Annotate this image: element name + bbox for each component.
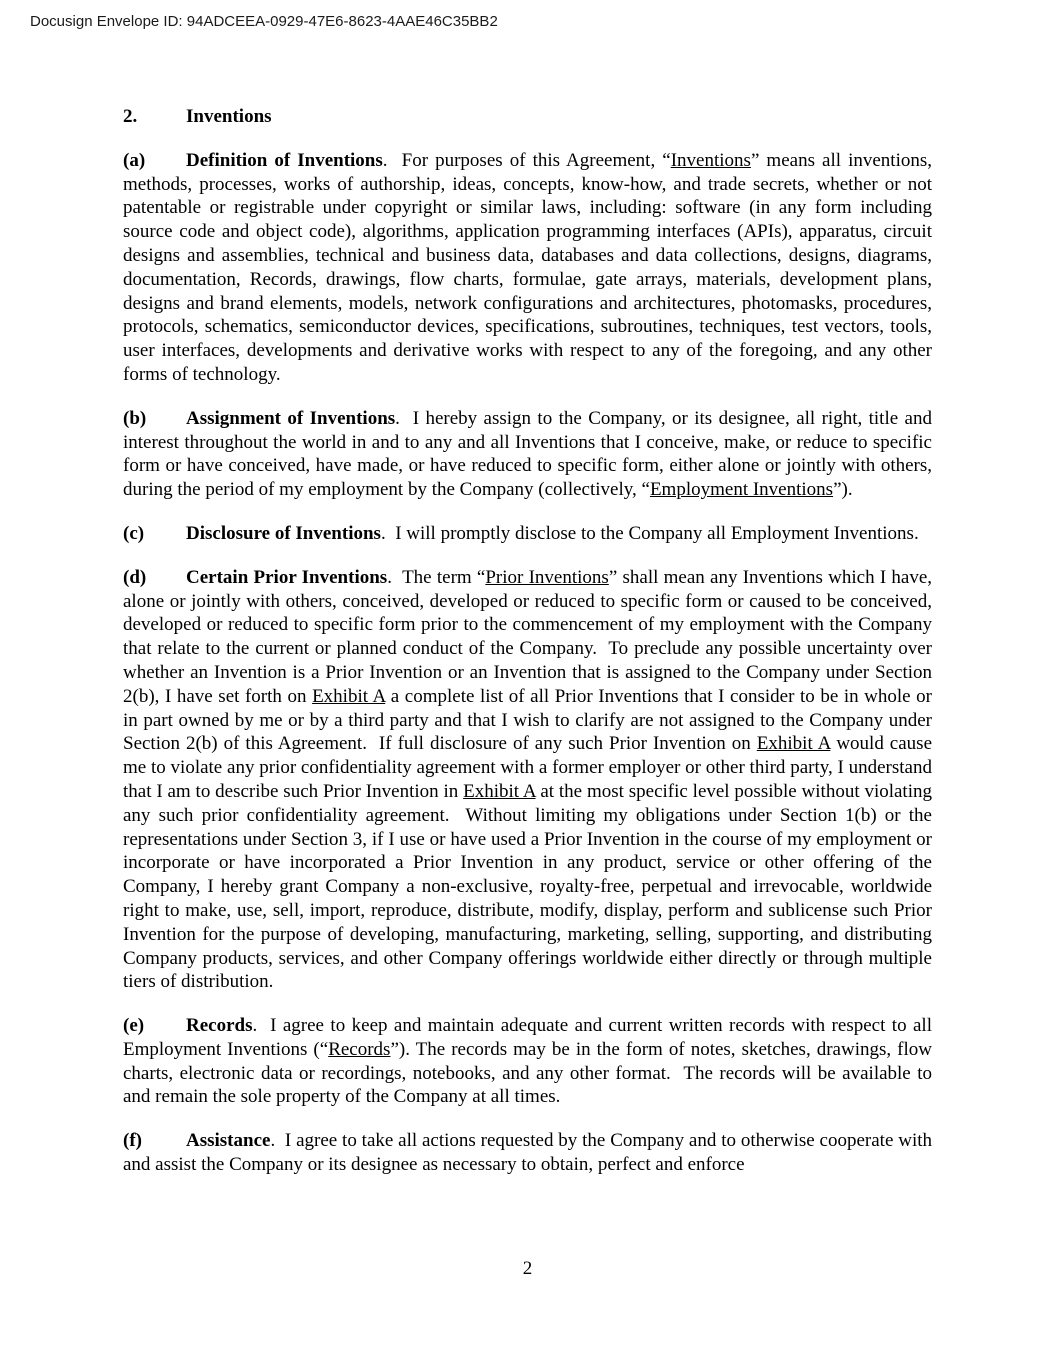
paragraph-title: Records <box>186 1015 253 1037</box>
paragraph-label: (f) <box>123 1130 142 1152</box>
defined-term: Exhibit A <box>756 733 831 755</box>
paragraph-text: ” shall mean any Inventions which I have, alone or jointly with others, conceived, developed or reduced to specific form or caused to be conceived, developed or reduced to specific form prior to the commencement of my employment with the Company that relate to the current or planned conduct of the Company. To preclude any possible uncertainty over whether an Invention is a Prior Invention or an Invention that is assigned to the Company under Section 2(b), I have set forth on <box>123 566 933 707</box>
defined-term: Inventions <box>670 149 751 171</box>
paragraph-title: Certain Prior Inventions <box>186 566 388 588</box>
defined-term: Exhibit A <box>463 780 536 802</box>
document-content <box>123 105 932 1177</box>
paragraph-text: . I hereby assign to the Company, or its designee, all right, title and interest throughout the world in and to any and all Inventions that I conceive, make, or reduce to specific form or have conceived, have made, or have reduced to specific form, either alone or jointly with others, during the period of my employment by the Company (collectively, “ <box>123 407 932 501</box>
paragraph-label: (c) <box>123 522 145 544</box>
paragraph-title: Definition of Inventions <box>186 149 383 171</box>
paragraph <box>123 1129 932 1177</box>
paragraph-text: . I agree to take all actions requested by the Company and to otherwise cooperate with and assist the Company or its designee as necessary to obtain, perfect and enforce <box>123 1130 932 1176</box>
section-heading <box>123 105 932 129</box>
section-number: 2. <box>123 106 138 127</box>
paragraph <box>123 149 932 387</box>
defined-term: Prior Inventions <box>485 566 609 588</box>
paragraph-text: a complete list of all Prior Inventions that I consider to be in whole or in part owned by me or by a third party and that I wish to clarify are not assigned to the Company under Section 2(b) of this Agreement. If full disclosure of any such Prior Invention on <box>123 685 933 755</box>
paragraph-list <box>123 149 932 1177</box>
paragraph-text: . I agree to keep and maintain adequate and current written records with respect to all Employment Inventions (“ <box>123 1015 932 1060</box>
paragraph-text: . For purposes of this Agreement, “ <box>382 149 671 171</box>
paragraph-text: . The term “ <box>387 566 486 588</box>
section-title: Inventions <box>186 106 272 127</box>
page-number: 2 <box>522 1258 533 1279</box>
paragraph <box>123 407 932 502</box>
paragraph <box>123 522 932 546</box>
paragraph <box>123 566 932 994</box>
paragraph-title: Disclosure of Inventions <box>186 522 381 544</box>
paragraph-text: ”). <box>833 479 853 501</box>
paragraph-text: ”). The records may be in the form of notes, sketches, drawings, flow charts, electronic data or recordings, notebooks, and any other format. The records will be available to and remain the sole property of the Company at all times. <box>123 1038 932 1108</box>
paragraph-label: (d) <box>123 566 147 588</box>
docusign-envelope-id: Docusign Envelope ID: 94ADCEEA-0929-47E6-8623-4AAE46C35BB2 <box>30 13 498 30</box>
defined-term: Exhibit A <box>312 685 386 707</box>
paragraph-label: (e) <box>123 1015 145 1037</box>
defined-term: Records <box>328 1038 391 1060</box>
paragraph-title: Assignment of Inventions <box>186 407 396 429</box>
paragraph-text: would cause me to violate any prior confidentiality agreement with a former employer or other third party, I understand that I am to describe such Prior Invention in <box>123 733 933 802</box>
paragraph-text: at the most specific level possible without violating any such prior confidentiality agreement. Without limiting my obligations under Section 1(b) or the representations under Section 3, if I use or have used a Prior Invention in the course of my employment or incorporate or have incorporated a Prior Invention in any product, service or other offering of the Company, I hereby grant Company a non-exclusive, royalty-free, perpetual and irrevocable, worldwide right to make, use, sell, import, reproduce, distribute, modify, display, perform and sublicense such Prior Invention for the purpose of developing, manufacturing, marketing, selling, supporting, and distributing Company products, services, and other Company offerings worldwide either directly or through multiple tiers of distribution. <box>123 780 932 993</box>
paragraph-label: (a) <box>123 149 146 171</box>
paragraph <box>123 1014 932 1109</box>
paragraph-text: ” means all inventions, methods, processes, works of authorship, ideas, concepts, know-how, and trade secrets, whether or not patentable or registrable under copyright or similar laws, including: software (in any form including source code and object code), algorithms, application programming interfaces (APIs), apparatus, circuit designs and assemblies, technical and business data, databases and data collections, designs, diagrams, documentation, Records, drawings, flow charts, formulae, gate arrays, materials, development plans, designs and brand elements, models, network configurations and architectures, photomasks, procedures, protocols, schematics, semiconductor devices, specifications, subroutines, techniques, test vectors, tools, user interfaces, developments and derivative works with respect to any of the foregoing, and any other forms of technology. <box>123 149 932 385</box>
paragraph-text: . I will promptly disclose to the Company all Employment Inventions. <box>380 522 919 544</box>
defined-term: Employment Inventions <box>649 479 834 501</box>
paragraph-label: (b) <box>123 407 147 429</box>
paragraph-title: Assistance <box>186 1130 271 1152</box>
